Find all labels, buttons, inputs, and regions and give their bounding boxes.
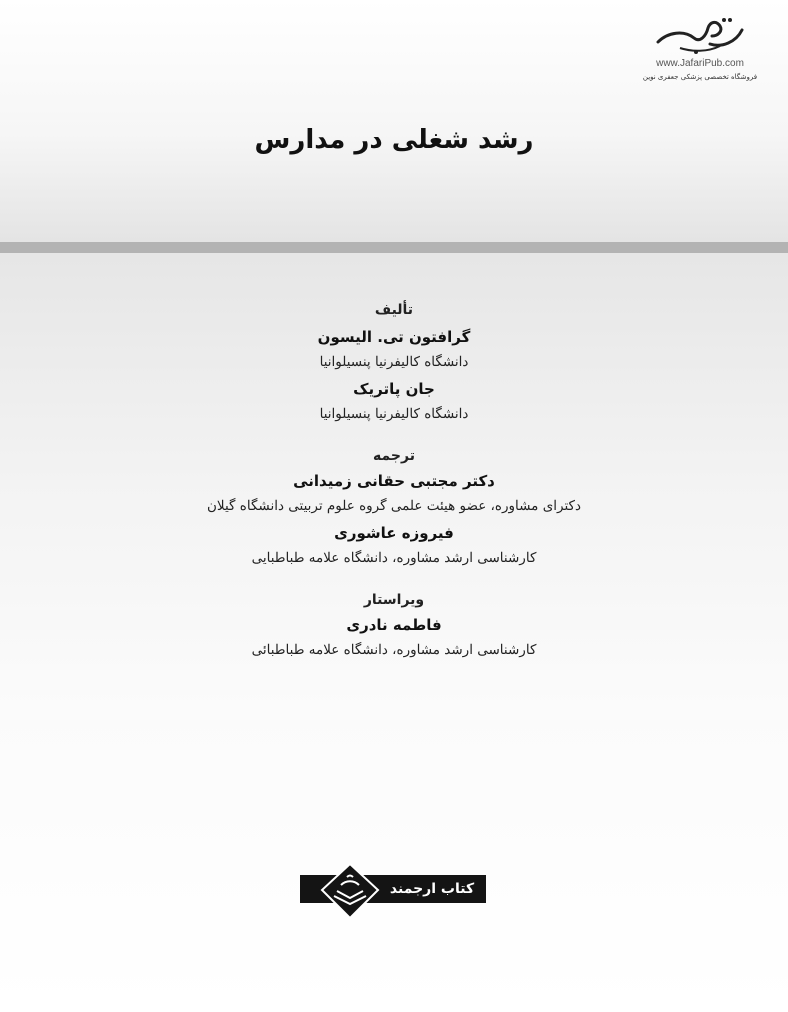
author-affiliation: دانشگاه کالیفرنیا پنسیلوانیا [319,354,469,370]
credits [0,302,788,658]
calligraphy-logo-icon [650,14,750,56]
publisher-book-icon [320,862,380,920]
author-affiliation: دانشگاه کالیفرنیا پنسیلوانیا [319,406,469,422]
store-url: www.JafariPub.com [656,58,744,69]
authorship-label: تألیف [374,302,414,318]
store-logo [630,14,770,94]
editor-name: فاطمه نادری [346,616,442,634]
author-name: جان پاتریک [353,380,435,398]
translator-affiliation: دکترای مشاوره، عضو هیئت علمی گروه علوم تربیتی دانشگاه گیلان [207,498,581,514]
editor-label: ویراستار [363,592,425,608]
editor-affiliation: کارشناسی ارشد مشاوره، دانشگاه علامه طباطبائی [251,642,537,658]
translation-label: ترجمه [373,448,415,464]
book-title: رشد شغلی در مدارس [254,125,534,155]
store-tagline: فروشگاه تخصصی پزشکی جعفری نوین [642,73,758,81]
publisher-name: کتاب ارجمند [389,881,475,897]
divider-bar [0,242,788,253]
translator-name: دکتر مجتبی حقانی زمیدانی [293,472,495,490]
translator-affiliation: کارشناسی ارشد مشاوره، دانشگاه علامه طباطبایی [251,550,537,566]
translator-name: فیروزه عاشوری [334,524,454,542]
author-name: گرافتون تی. الیسون [317,328,471,346]
publisher-logo [300,862,490,920]
